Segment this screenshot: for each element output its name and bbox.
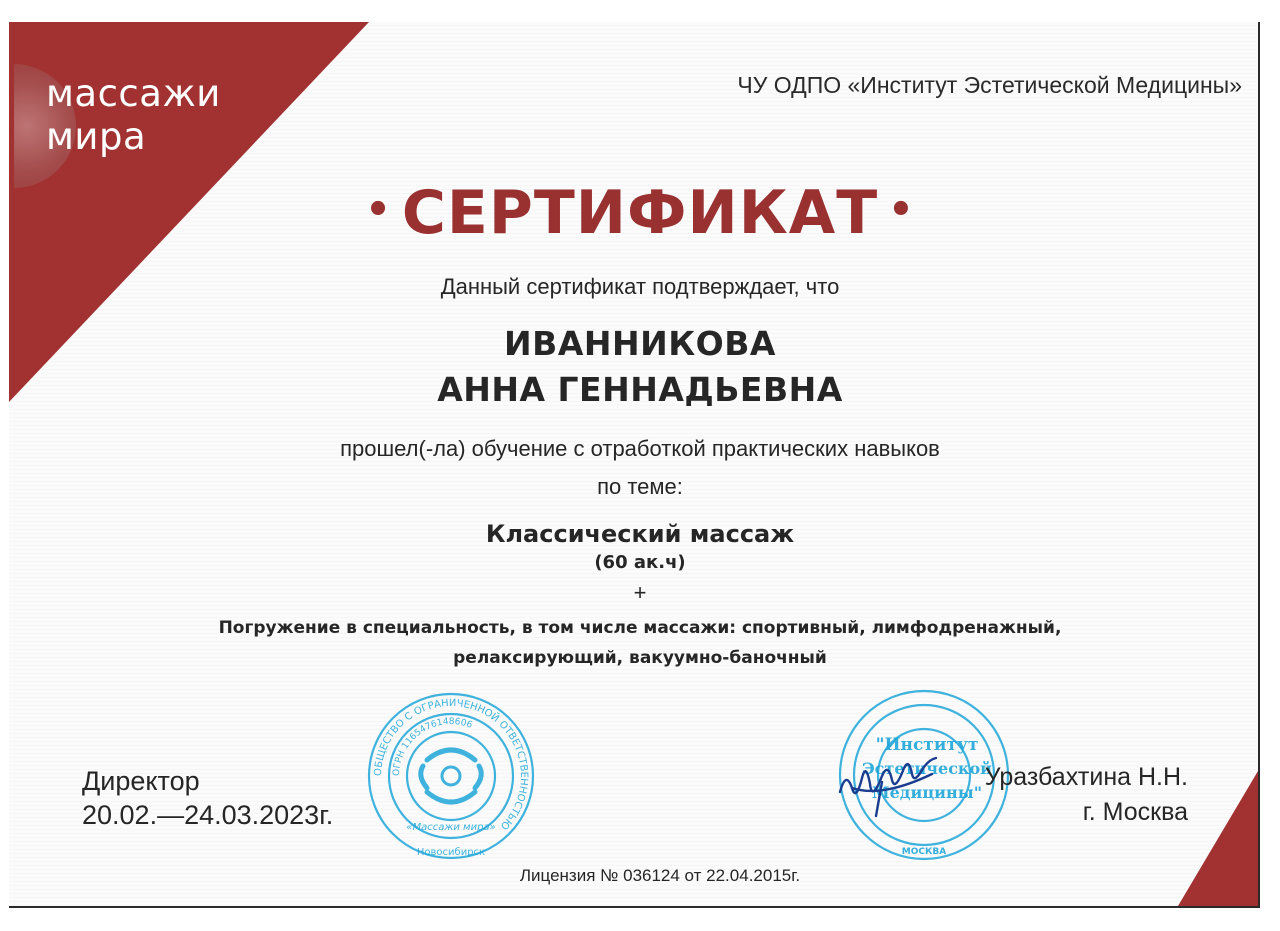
course-title: Классический массаж: [485, 520, 795, 548]
director-signature: [832, 752, 962, 822]
title-text: СЕРТИФИКАТ: [401, 178, 879, 248]
left-stamp-ring-text: ОБЩЕСТВО С ОГРАНИЧЕННОЙ ОТВЕТСТВЕННОСТЬЮ: [372, 697, 530, 832]
training-dates: 20.02.—24.03.2023г.: [82, 800, 334, 830]
extra-course-line-2: релаксирующий, вакуумно-баночный: [453, 648, 827, 668]
left-stamp-emblem-icon: [421, 750, 482, 802]
right-stamp-line-3: Медицины": [871, 783, 983, 802]
extra-course-line-1: Погружение в специальность, в том числе массажи: спортивный, лимфодренажный,: [218, 618, 1062, 638]
confirm-text: Данный сертификат подтверждает, что: [440, 274, 840, 299]
title-bullet-left: •: [365, 187, 392, 233]
institute-name: ЧУ ОДПО «Институт Эстетической Медицины»: [737, 72, 1242, 98]
certificate-title: [0, 178, 1280, 248]
recipient-surname: ИВАННИКОВА: [504, 324, 776, 363]
right-stamp-city: МОСКВА: [901, 847, 947, 857]
signer-name: Уразбахтина Н.Н.: [984, 763, 1188, 791]
plus-sign: +: [633, 580, 647, 605]
director-label: Директор: [82, 766, 200, 796]
right-stamp-line-1: "Институт: [875, 735, 979, 755]
director-block: [82, 764, 333, 832]
recipient-given-names: АННА ГЕННАДЬЕВНА: [437, 370, 843, 409]
passed-training-text: прошел(-ла) обучение с отработкой практических навыков: [340, 436, 940, 461]
signer-block: [985, 760, 1188, 830]
left-stamp-center: «Массажи мира»: [406, 822, 496, 833]
company-stamp-left: [365, 690, 537, 862]
title-bullet-right: •: [888, 187, 915, 233]
course-hours: (60 ак.ч): [594, 552, 686, 573]
left-stamp-ogrn: ОГРН 1165476148606: [391, 716, 474, 777]
topic-label: по теме:: [597, 474, 683, 499]
right-stamp-line-2: Эстетической: [861, 759, 993, 778]
brand-logo: [46, 72, 221, 158]
left-stamp-city: Новосибирск: [416, 847, 486, 858]
license-info: Лицензия № 036124 от 22.04.2015г.: [519, 866, 801, 885]
logo-line-1: массажи: [46, 72, 221, 115]
logo-line-2: мира: [46, 115, 147, 158]
signer-city: г. Москва: [1082, 798, 1188, 826]
